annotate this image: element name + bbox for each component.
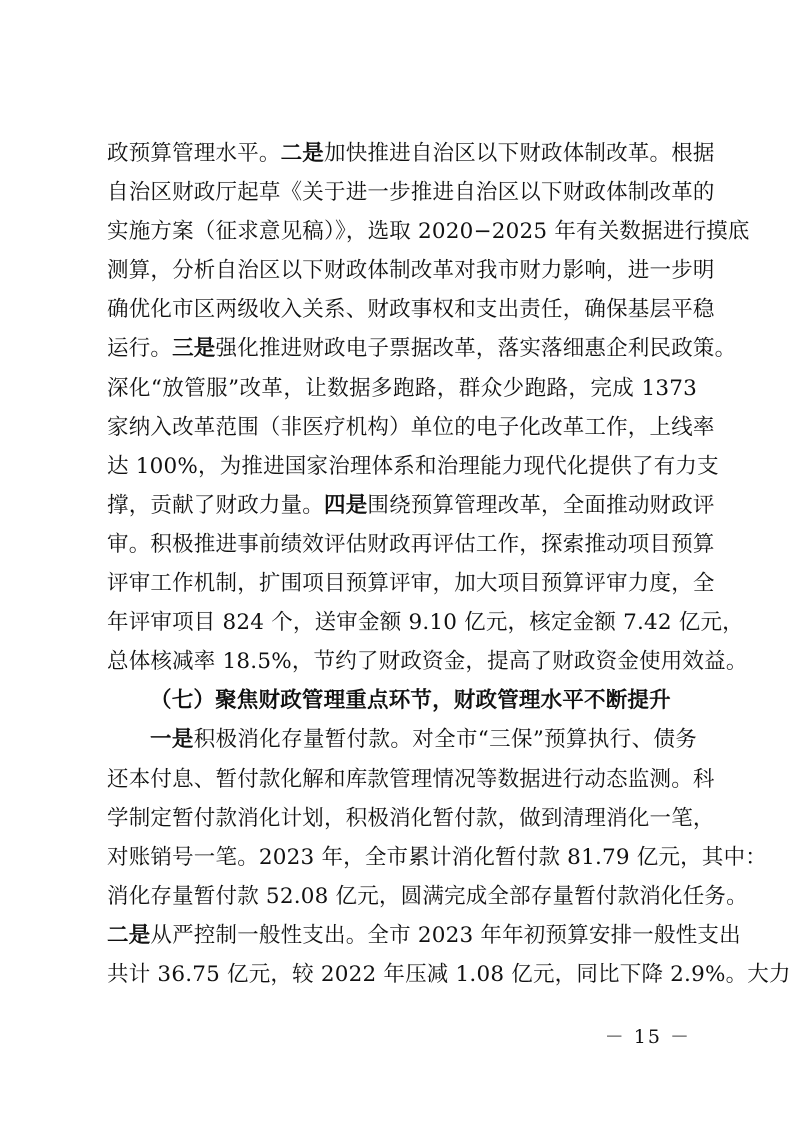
text-segment: 深化“放管服”改革，让数据多跑路，群众少跑路，完成 1373 (107, 375, 697, 401)
text-line (107, 173, 715, 212)
text-line (107, 564, 715, 603)
text-line (107, 329, 737, 368)
text-segment: 确优化市区两级收入关系、财政事权和支出责任，确保基层平稳 (107, 297, 715, 323)
text-segment: 总体核减率 18.5%，节约了财政资金，提高了财政资金使用效益。 (107, 649, 748, 675)
text-segment: 加快推进自治区以下财政体制改革。根据 (324, 141, 715, 166)
text-segment: 还本付息、暂付款化解和库款管理情况等数据进行动态监测。科 (107, 766, 715, 792)
text-segment: 强化推进财政电子票据改革，落实落细惠企利民政策。 (215, 336, 737, 362)
text-line (107, 290, 715, 329)
text-line (107, 251, 715, 290)
text-line (107, 681, 697, 720)
bold-text-segment: （七）聚焦财政管理重点环节，财政管理水平不断提升 (150, 688, 671, 714)
text-segment: 审。积极推进事前绩效评估财政再评估工作，探索推动项目预算 (107, 531, 715, 557)
text-line (107, 955, 791, 994)
bold-text-segment: 一是 (150, 727, 194, 753)
text-segment: 共计 36.75 亿元，较 2022 年压减 1.08 亿元，同比下降 2.9%。大力 (107, 961, 791, 987)
text-line (107, 877, 748, 916)
text-segment: 评审工作机制，扩围项目预算评审，加大项目预算评审力度，全 (107, 571, 715, 597)
text-segment: 消化存量暂付款 52.08 亿元，圆满完成全部存量暂付款消化任务。 (107, 883, 748, 909)
text-line (107, 134, 715, 173)
text-segment: 政预算管理水平。 (107, 141, 281, 166)
bold-text-segment: 四是 (324, 492, 368, 518)
bold-text-segment: 二是 (107, 922, 151, 948)
text-line (107, 838, 767, 877)
text-line (107, 603, 744, 642)
text-line (107, 799, 715, 838)
text-line (107, 369, 697, 408)
text-line (107, 408, 715, 447)
text-segment: 达 100%，为推进国家治理体系和治理能力现代化提供了有力支 (107, 453, 719, 479)
text-line (107, 720, 697, 759)
text-line (107, 486, 715, 525)
text-segment: 学制定暂付款消化计划，积极消化暂付款，做到清理消化一笔， (107, 805, 715, 831)
text-line (107, 916, 741, 955)
text-segment: 围绕预算管理改革，全面推动财政评 (367, 492, 715, 518)
body-text (107, 134, 791, 994)
text-segment: 运行。 (107, 336, 173, 362)
text-segment: 积极消化存量暂付款。对全市“三保”预算执行、债务 (193, 727, 697, 753)
text-line (107, 212, 750, 251)
bold-text-segment: 三是 (172, 336, 216, 362)
bold-text-segment: 二是 (280, 141, 325, 166)
text-segment: 年评审项目 824 个，送审金额 9.10 亿元，核定金额 7.42 亿元， (107, 610, 744, 636)
page-number: － 15 － (604, 1026, 691, 1048)
text-segment: 家纳入改革范围（非医疗机构）单位的电子化改革工作，上线率 (107, 414, 715, 440)
text-line (107, 525, 715, 564)
text-line (107, 642, 748, 681)
text-segment: 从严控制一般性支出。全市 2023 年年初预算安排一般性支出 (150, 922, 741, 948)
text-segment: 撑，贡献了财政力量。 (107, 492, 325, 518)
text-line (107, 760, 715, 799)
text-segment: 自治区财政厅起草《关于进一步推进自治区以下财政体制改革的 (107, 180, 715, 206)
text-segment: 实施方案（征求意见稿）》，选取 2020−2025 年有关数据进行摸底 (107, 219, 750, 245)
text-line (107, 447, 719, 486)
text-segment: 测算，分析自治区以下财政体制改革对我市财力影响，进一步明 (107, 258, 715, 284)
text-segment: 对账销号一笔。2023 年，全市累计消化暂付款 81.79 亿元，其中： (107, 844, 767, 870)
